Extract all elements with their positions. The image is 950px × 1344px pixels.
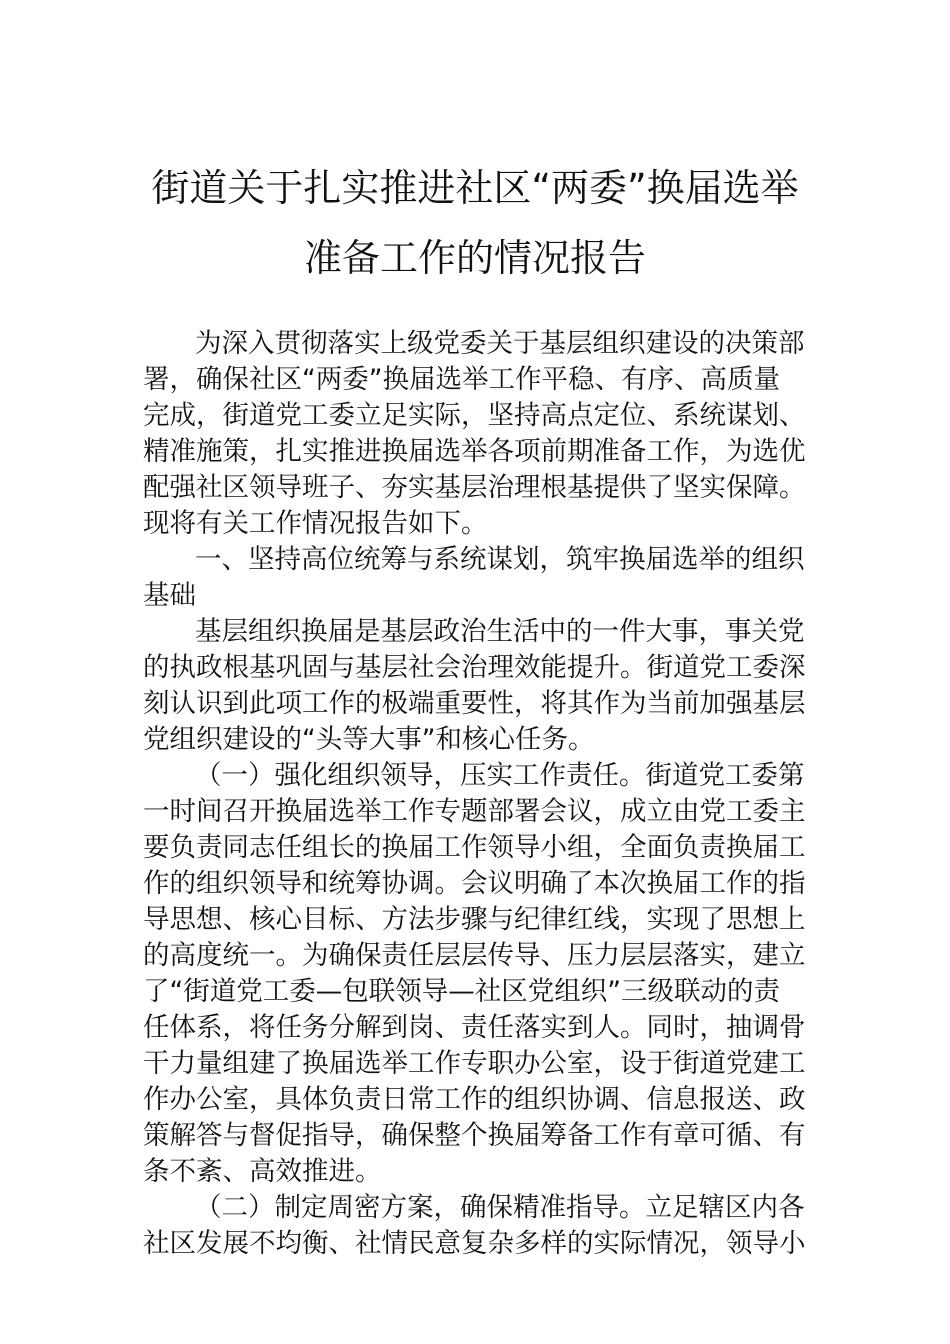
body-line: 社区发展不均衡、社情民意复杂多样的实际情况，领导小: [143, 1228, 806, 1259]
body-line: 刻认识到此项工作的极端重要性，将其作为当前加强基层: [143, 688, 806, 719]
body-line: 完成，街道党工委立足实际，坚持高点定位、系统谋划、: [143, 400, 806, 431]
document-body: [143, 326, 807, 1262]
body-line: 基层组织换届是基层政治生活中的一件大事，事关党: [195, 616, 805, 647]
document-title-line-2: 准备工作的情况报告: [303, 236, 646, 280]
body-line: 作的组织领导和统筹协调。会议明确了本次换届工作的指: [143, 868, 806, 899]
body-line: （二）制定周密方案，确保精准指导。立足辖区内各: [195, 1192, 805, 1223]
body-line: 精准施策，扎实推进换届选举各项前期准备工作，为选优: [143, 436, 806, 467]
body-line: 策解答与督促指导，确保整个换届筹备工作有章可循、有: [143, 1120, 806, 1151]
body-line: 作办公室，具体负责日常工作的组织协调、信息报送、政: [143, 1084, 806, 1115]
body-line: 条不紊、高效推进。: [143, 1156, 382, 1187]
body-line: 为深入贯彻落实上级党委关于基层组织建设的决策部: [195, 328, 805, 359]
body-line: 配强社区领导班子、夯实基层治理根基提供了坚实保障。: [143, 472, 806, 503]
section-heading-line: 基础: [143, 580, 196, 611]
document-title-line-1: 街道关于扎实推进社区“两委”换届选举: [151, 166, 799, 210]
body-line: 任体系，将任务分解到岗、责任落实到人。同时，抽调骨: [143, 1012, 806, 1043]
section-heading-line: 一、坚持高位统筹与系统谋划，筑牢换届选举的组织: [195, 544, 805, 575]
body-line: 署，确保社区“两委”换届选举工作平稳、有序、高质量: [143, 364, 780, 395]
body-line: 要负责同志任组长的换届工作领导小组，全面负责换届工: [143, 832, 806, 863]
body-line: 现将有关工作情况报告如下。: [143, 508, 488, 539]
body-line: 导思想、核心目标、方法步骤与纪律红线，实现了思想上: [143, 904, 806, 935]
body-line: 党组织建设的“头等大事”和核心任务。: [143, 724, 595, 755]
body-line: 的执政根基巩固与基层社会治理效能提升。街道党工委深: [143, 652, 806, 683]
body-line: 的高度统一。为确保责任层层传导、压力层层落实，建立: [143, 940, 806, 971]
body-line: （一）强化组织领导，压实工作责任。街道党工委第: [195, 760, 805, 791]
body-line: 一时间召开换届选举工作专题部署会议，成立由党工委主: [143, 796, 806, 827]
body-line: 干力量组建了换届选举工作专职办公室，设于街道党建工: [143, 1048, 806, 1079]
body-line: 了“街道党工委—包联领导—社区党组织”三级联动的责: [143, 976, 780, 1007]
